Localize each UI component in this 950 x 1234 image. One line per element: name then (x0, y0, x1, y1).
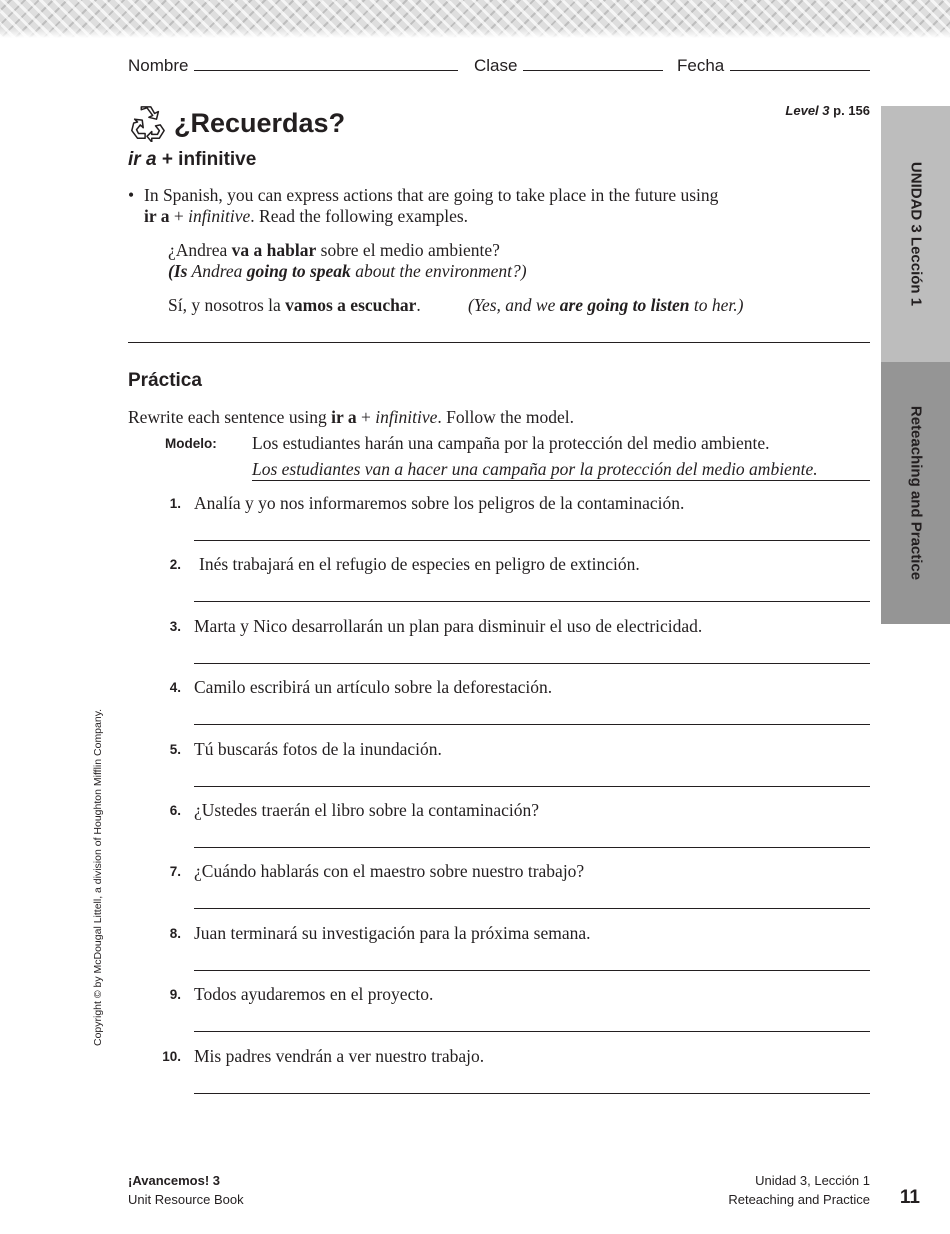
example2-trans-end: to her.) (693, 295, 744, 315)
modelo-answer-line (252, 480, 870, 481)
item-number: 9. (169, 987, 181, 1003)
example2-pre: Sí, y nosotros la (168, 295, 281, 315)
answer-line[interactable] (194, 970, 870, 971)
item-sentence: ¿Cuándo hablarás con el maestro sobre nuestro trabajo? (194, 861, 585, 882)
item-number: 6. (169, 803, 181, 818)
decorative-banner (0, 0, 950, 38)
subtitle-rest: + infinitive (161, 149, 257, 170)
copyright-notice: Copyright © by McDougal Littell, a division of Houghton Mifflin Company. (92, 708, 104, 1046)
footer-left (128, 1171, 244, 1209)
nombre-label: Nombre (128, 56, 189, 75)
bullet-mark: • (128, 185, 135, 205)
example2-trans-verb: are going to listen (559, 295, 690, 315)
modelo-label: Modelo: (165, 436, 217, 451)
example1-trans-verb: going to speak (246, 261, 351, 281)
example2-spanish (168, 295, 421, 316)
example1-translation (168, 261, 527, 282)
item-sentence: Todos ayudaremos en el proyecto. (194, 984, 434, 1005)
recuerdas-title (128, 104, 345, 142)
item-sentence: Inés trabajará en el refugio de especies en peligro de extinción. (199, 554, 640, 575)
recuerdas-title-text: ¿Recuerdas? (174, 107, 346, 138)
practica-instruction (128, 407, 574, 428)
example2-post: . (416, 295, 421, 315)
answer-line[interactable] (194, 540, 870, 541)
level-ref-level: Level 3 (785, 103, 830, 118)
example1-pre: ¿Andrea (168, 240, 228, 260)
item-sentence: Camilo escribirá un artículo sobre la deforestación. (194, 677, 553, 698)
explanation-part1: In Spanish, you can express actions that are going to take place in the future using (144, 185, 719, 205)
level-ref-page: p. 156 (833, 103, 870, 118)
example1-trans-open: (Is (168, 261, 188, 281)
side-tab-section-label: Reteaching and Practice (907, 405, 924, 581)
item-sentence: Tú buscarás fotos de la inundación. (194, 738, 442, 759)
answer-line[interactable] (194, 724, 870, 725)
fecha-line[interactable] (730, 52, 870, 71)
answer-line[interactable] (194, 663, 870, 664)
modelo-sentence: Los estudiantes harán una campaña por la protección del medio ambiente. (252, 433, 770, 453)
example2-trans-pre: (Yes, and we (468, 295, 556, 315)
fecha-field (677, 52, 870, 76)
instruction-post: . Follow the model. (437, 407, 575, 427)
item-number: 10. (162, 1048, 181, 1064)
explanation-infinitive: infinitive (188, 206, 251, 226)
example2-verb: vamos a escuchar (285, 295, 417, 315)
side-tab-section (881, 362, 950, 624)
item-number: 4. (169, 680, 181, 696)
nombre-field (128, 52, 458, 76)
item-number: 7. (169, 864, 181, 880)
example1-trans-end: about the environment?) (355, 261, 527, 281)
page-number: 11 (899, 1187, 920, 1208)
level-reference (785, 103, 870, 118)
item-sentence: Mis padres vendrán a ver nuestro trabajo. (194, 1045, 485, 1066)
footer-right (728, 1171, 870, 1209)
explanation-ir-a: ir a (144, 206, 170, 226)
instruction-ir-a: ir a (331, 407, 357, 427)
fecha-label: Fecha (677, 56, 725, 75)
recycle-icon (128, 104, 166, 142)
item-sentence: Analía y yo nos informaremos sobre los peligros de la contaminación. (194, 493, 685, 513)
subtitle-ir-a: ir a (128, 149, 157, 170)
practica-heading: Práctica (128, 370, 202, 391)
footer-book: ¡Avancemos! 3 (128, 1173, 220, 1188)
example2-translation (468, 295, 744, 316)
clase-line[interactable] (523, 52, 663, 71)
footer-resource: Unit Resource Book (128, 1192, 244, 1207)
modelo-answer: Los estudiantes van a hacer una campaña por la protección del medio ambiente. (252, 459, 818, 479)
item-sentence: Marta y Nico desarrollarán un plan para disminuir el uso de electricidad. (194, 615, 703, 636)
answer-line[interactable] (194, 1031, 870, 1032)
example1-trans-name: Andrea (191, 261, 243, 281)
explanation-text (144, 185, 804, 227)
side-tab-unit (881, 106, 950, 362)
instruction-plus: + (360, 407, 371, 427)
item-number: 5. (169, 741, 181, 757)
item-sentence: ¿Ustedes traerán el libro sobre la contaminación? (194, 800, 539, 820)
item-number: 3. (169, 618, 181, 634)
side-tab-unit-label: UNIDAD 3 Lección 1 (907, 161, 924, 307)
example1-spanish (168, 240, 500, 261)
footer-section: Reteaching and Practice (728, 1192, 870, 1207)
clase-field (474, 52, 663, 76)
instruction-pre: Rewrite each sentence using (128, 407, 327, 427)
explanation-part2: . Read the following examples. (250, 206, 469, 226)
answer-line[interactable] (194, 1093, 870, 1094)
nombre-line[interactable] (194, 52, 458, 71)
answer-line[interactable] (194, 847, 870, 848)
example1-post: sobre el medio ambiente? (320, 240, 500, 260)
clase-label: Clase (474, 56, 518, 75)
item-number: 8. (169, 925, 181, 941)
grammar-subtitle (128, 149, 256, 171)
item-number: 1. (169, 496, 181, 511)
example1-verb: va a hablar (231, 240, 317, 260)
item-number: 2. (169, 557, 181, 573)
section-divider (128, 342, 870, 343)
item-sentence: Juan terminará su investigación para la próxima semana. (194, 922, 591, 943)
footer-unit: Unidad 3, Lección 1 (755, 1173, 870, 1188)
answer-line[interactable] (194, 601, 870, 602)
answer-line[interactable] (194, 908, 870, 909)
answer-line[interactable] (194, 786, 870, 787)
instruction-infinitive: infinitive (375, 407, 438, 427)
explanation-plus: + (173, 206, 184, 226)
